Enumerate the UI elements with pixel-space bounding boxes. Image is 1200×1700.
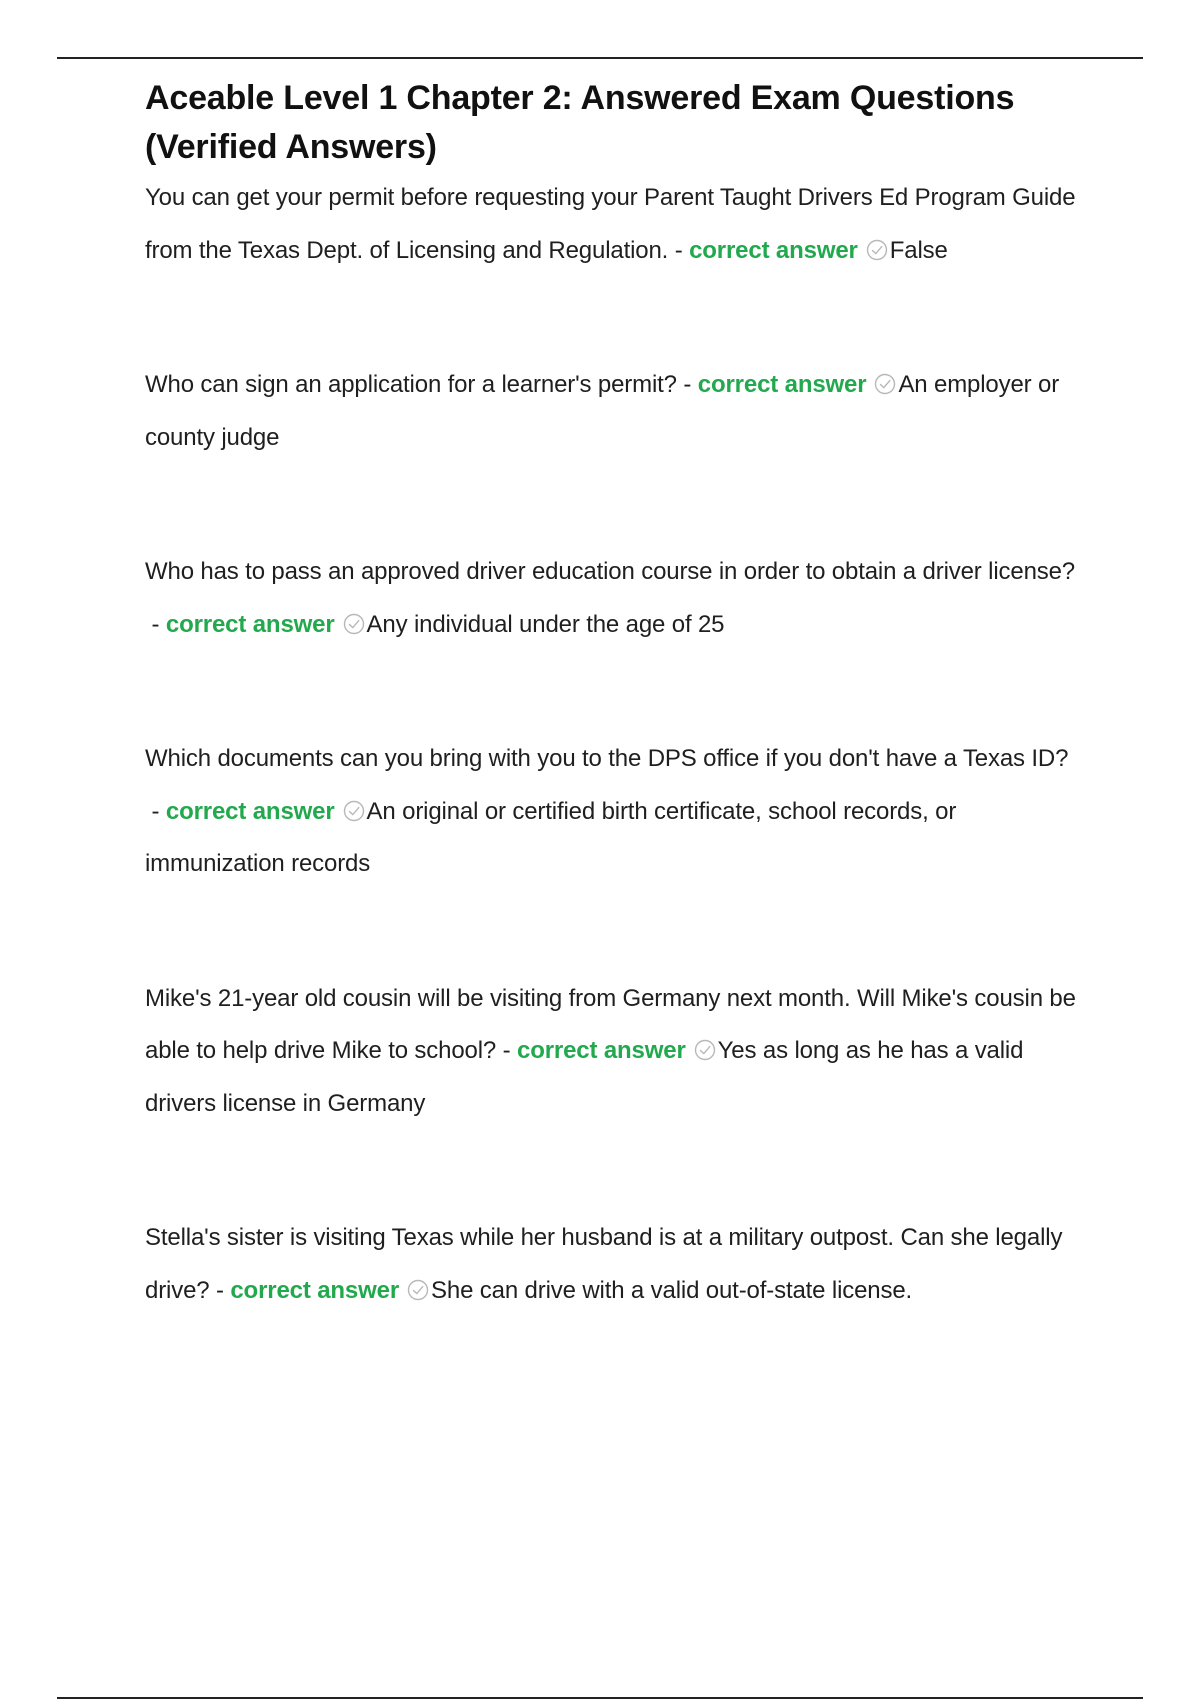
correct-answer-label: correct answer	[689, 236, 858, 264]
answer-text: She can drive with a valid out-of-state license.	[431, 1276, 913, 1304]
check-circle-icon	[866, 239, 888, 261]
correct-answer-label: correct answer	[165, 610, 335, 638]
answer-text: An original or certified birth certificate, school records, or immunization records	[145, 797, 957, 877]
answer-text: False	[889, 236, 948, 264]
check-circle-icon	[343, 613, 365, 635]
answer-text: An employer or county judge	[145, 371, 1060, 451]
question-text: Which documents can you bring with you to the DPS office if you don't have a Texas ID?	[145, 745, 1069, 772]
top-divider	[57, 57, 1143, 59]
separator: -	[209, 1276, 231, 1304]
question-text: Stella's sister is visiting Texas while her husband is at a military outpost. Can she legally drive?	[145, 1224, 1063, 1304]
answer-text: Yes as long as he has a valid drivers license in Germany	[145, 1037, 1024, 1117]
answer-text: Any individual under the age of 25	[366, 610, 725, 638]
qa-item	[145, 973, 1085, 1131]
correct-answer-label: correct answer	[230, 1276, 400, 1304]
question-text: Mike's 21-year old cousin will be visiting from Germany next month. Will Mike's cousin be able to help drive Mike to school?	[145, 984, 1076, 1064]
check-circle-icon	[694, 1039, 716, 1061]
qa-list	[145, 172, 1085, 1317]
check-circle-icon	[407, 1279, 429, 1301]
document-body	[145, 74, 1085, 1399]
correct-answer-label: correct answer	[517, 1037, 686, 1064]
separator: -	[676, 371, 698, 398]
question-text: Who has to pass an approved driver education course in order to obtain a driver license?	[145, 558, 1076, 585]
separator: -	[145, 797, 166, 825]
question-text: Who can sign an application for a learner's permit?	[145, 371, 677, 398]
check-circle-icon	[343, 800, 365, 822]
qa-item	[145, 359, 1085, 464]
qa-item	[145, 172, 1085, 277]
bottom-divider	[57, 1697, 1143, 1699]
check-circle-icon	[874, 373, 896, 395]
separator: -	[145, 610, 166, 638]
qa-item	[145, 546, 1085, 651]
separator: -	[668, 236, 690, 264]
correct-answer-label: correct answer	[697, 371, 867, 398]
document-title: Aceable Level 1 Chapter 2: Answered Exam Questions (Verified Answers)	[145, 79, 1015, 166]
question-text: You can get your permit before requesting your Parent Taught Drivers Ed Program Guide from the Texas Dept. of Licensing and Regulation.	[145, 184, 1076, 264]
qa-item	[145, 733, 1085, 891]
correct-answer-label: correct answer	[165, 797, 335, 825]
qa-item	[145, 1212, 1085, 1317]
separator: -	[496, 1037, 517, 1064]
